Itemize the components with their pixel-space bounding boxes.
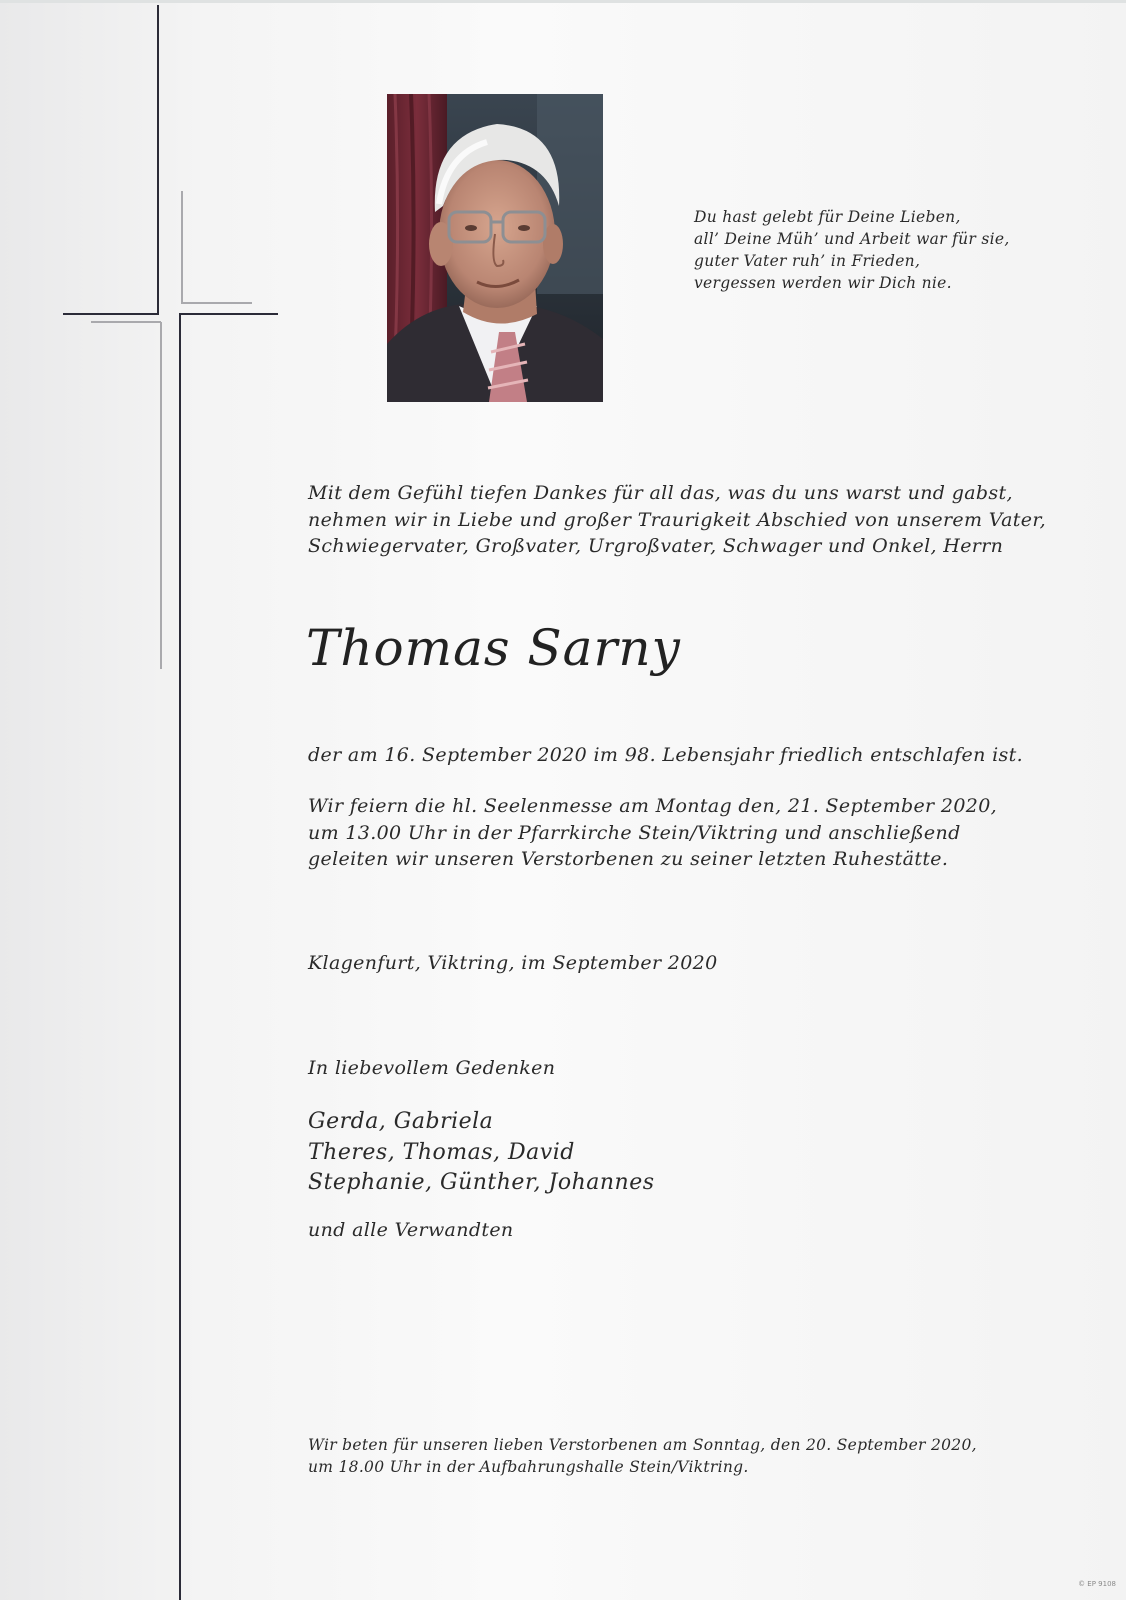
mourners-heading: In liebevollem Gedenken <box>308 1057 556 1079</box>
copyright-mark: © EP 9108 <box>1078 1580 1116 1588</box>
top-edge <box>0 0 1126 3</box>
vigil-notice <box>308 1434 977 1478</box>
mourner-name-line: Gerda, Gabriela <box>308 1109 494 1134</box>
mass-line: um 13.00 Uhr in der Pfarrkirche Stein/Viktring und anschließend <box>308 821 961 844</box>
mourner-name-line: Stephanie, Günther, Johannes <box>308 1170 655 1195</box>
verse-line: all’ Deine Müh’ und Arbeit war für sie, <box>694 230 1010 248</box>
cross-vertical-light-lower <box>160 322 162 669</box>
cross-horizontal-dark-left <box>63 313 159 315</box>
verse-line: guter Vater ruh’ in Frieden, <box>694 252 921 270</box>
cross-vertical-dark-upper <box>157 5 159 315</box>
place-date: Klagenfurt, Viktring, im September 2020 <box>308 952 718 974</box>
relatives-line: und alle Verwandten <box>308 1219 514 1241</box>
vigil-line: um 18.00 Uhr in der Aufbahrungshalle Stein/Viktring. <box>308 1458 749 1476</box>
mass-paragraph <box>308 793 997 873</box>
death-notice: der am 16. September 2020 im 98. Lebensjahr friedlich entschlafen ist. <box>308 744 1024 766</box>
portrait-photo <box>387 94 603 402</box>
cross-vertical-light-upper <box>181 191 183 303</box>
cross-horizontal-dark-right <box>179 313 278 315</box>
verse <box>694 206 1074 294</box>
intro-line: Schwiegervater, Großvater, Urgroßvater, Schwager und Onkel, Herrn <box>308 535 1004 557</box>
vigil-line: Wir beten für unseren lieben Verstorbenen am Sonntag, den 20. September 2020, <box>308 1436 977 1454</box>
deceased-name: Thomas Sarny <box>306 619 681 677</box>
cross-vertical-dark-lower <box>179 313 181 1600</box>
intro-line: Mit dem Gefühl tiefen Dankes für all das, was du uns warst und gabst, <box>308 482 1013 504</box>
verse-line: vergessen werden wir Dich nie. <box>694 274 952 292</box>
cross-horizontal-light-left <box>91 321 161 323</box>
mass-line: Wir feiern die hl. Seelenmesse am Montag den, 21. September 2020, <box>308 795 998 817</box>
cross-horizontal-light-right <box>181 302 252 304</box>
mourner-name-line: Theres, Thomas, David <box>308 1139 575 1165</box>
verse-line: Du hast gelebt für Deine Lieben, <box>694 208 961 226</box>
intro-paragraph <box>308 480 1046 560</box>
mass-line: geleiten wir unseren Verstorbenen zu seiner letzten Ruhestätte. <box>308 848 949 870</box>
intro-line: nehmen wir in Liebe und großer Traurigkeit Abschied von unserem Vater, <box>308 508 1047 531</box>
mourners-names <box>308 1107 655 1199</box>
